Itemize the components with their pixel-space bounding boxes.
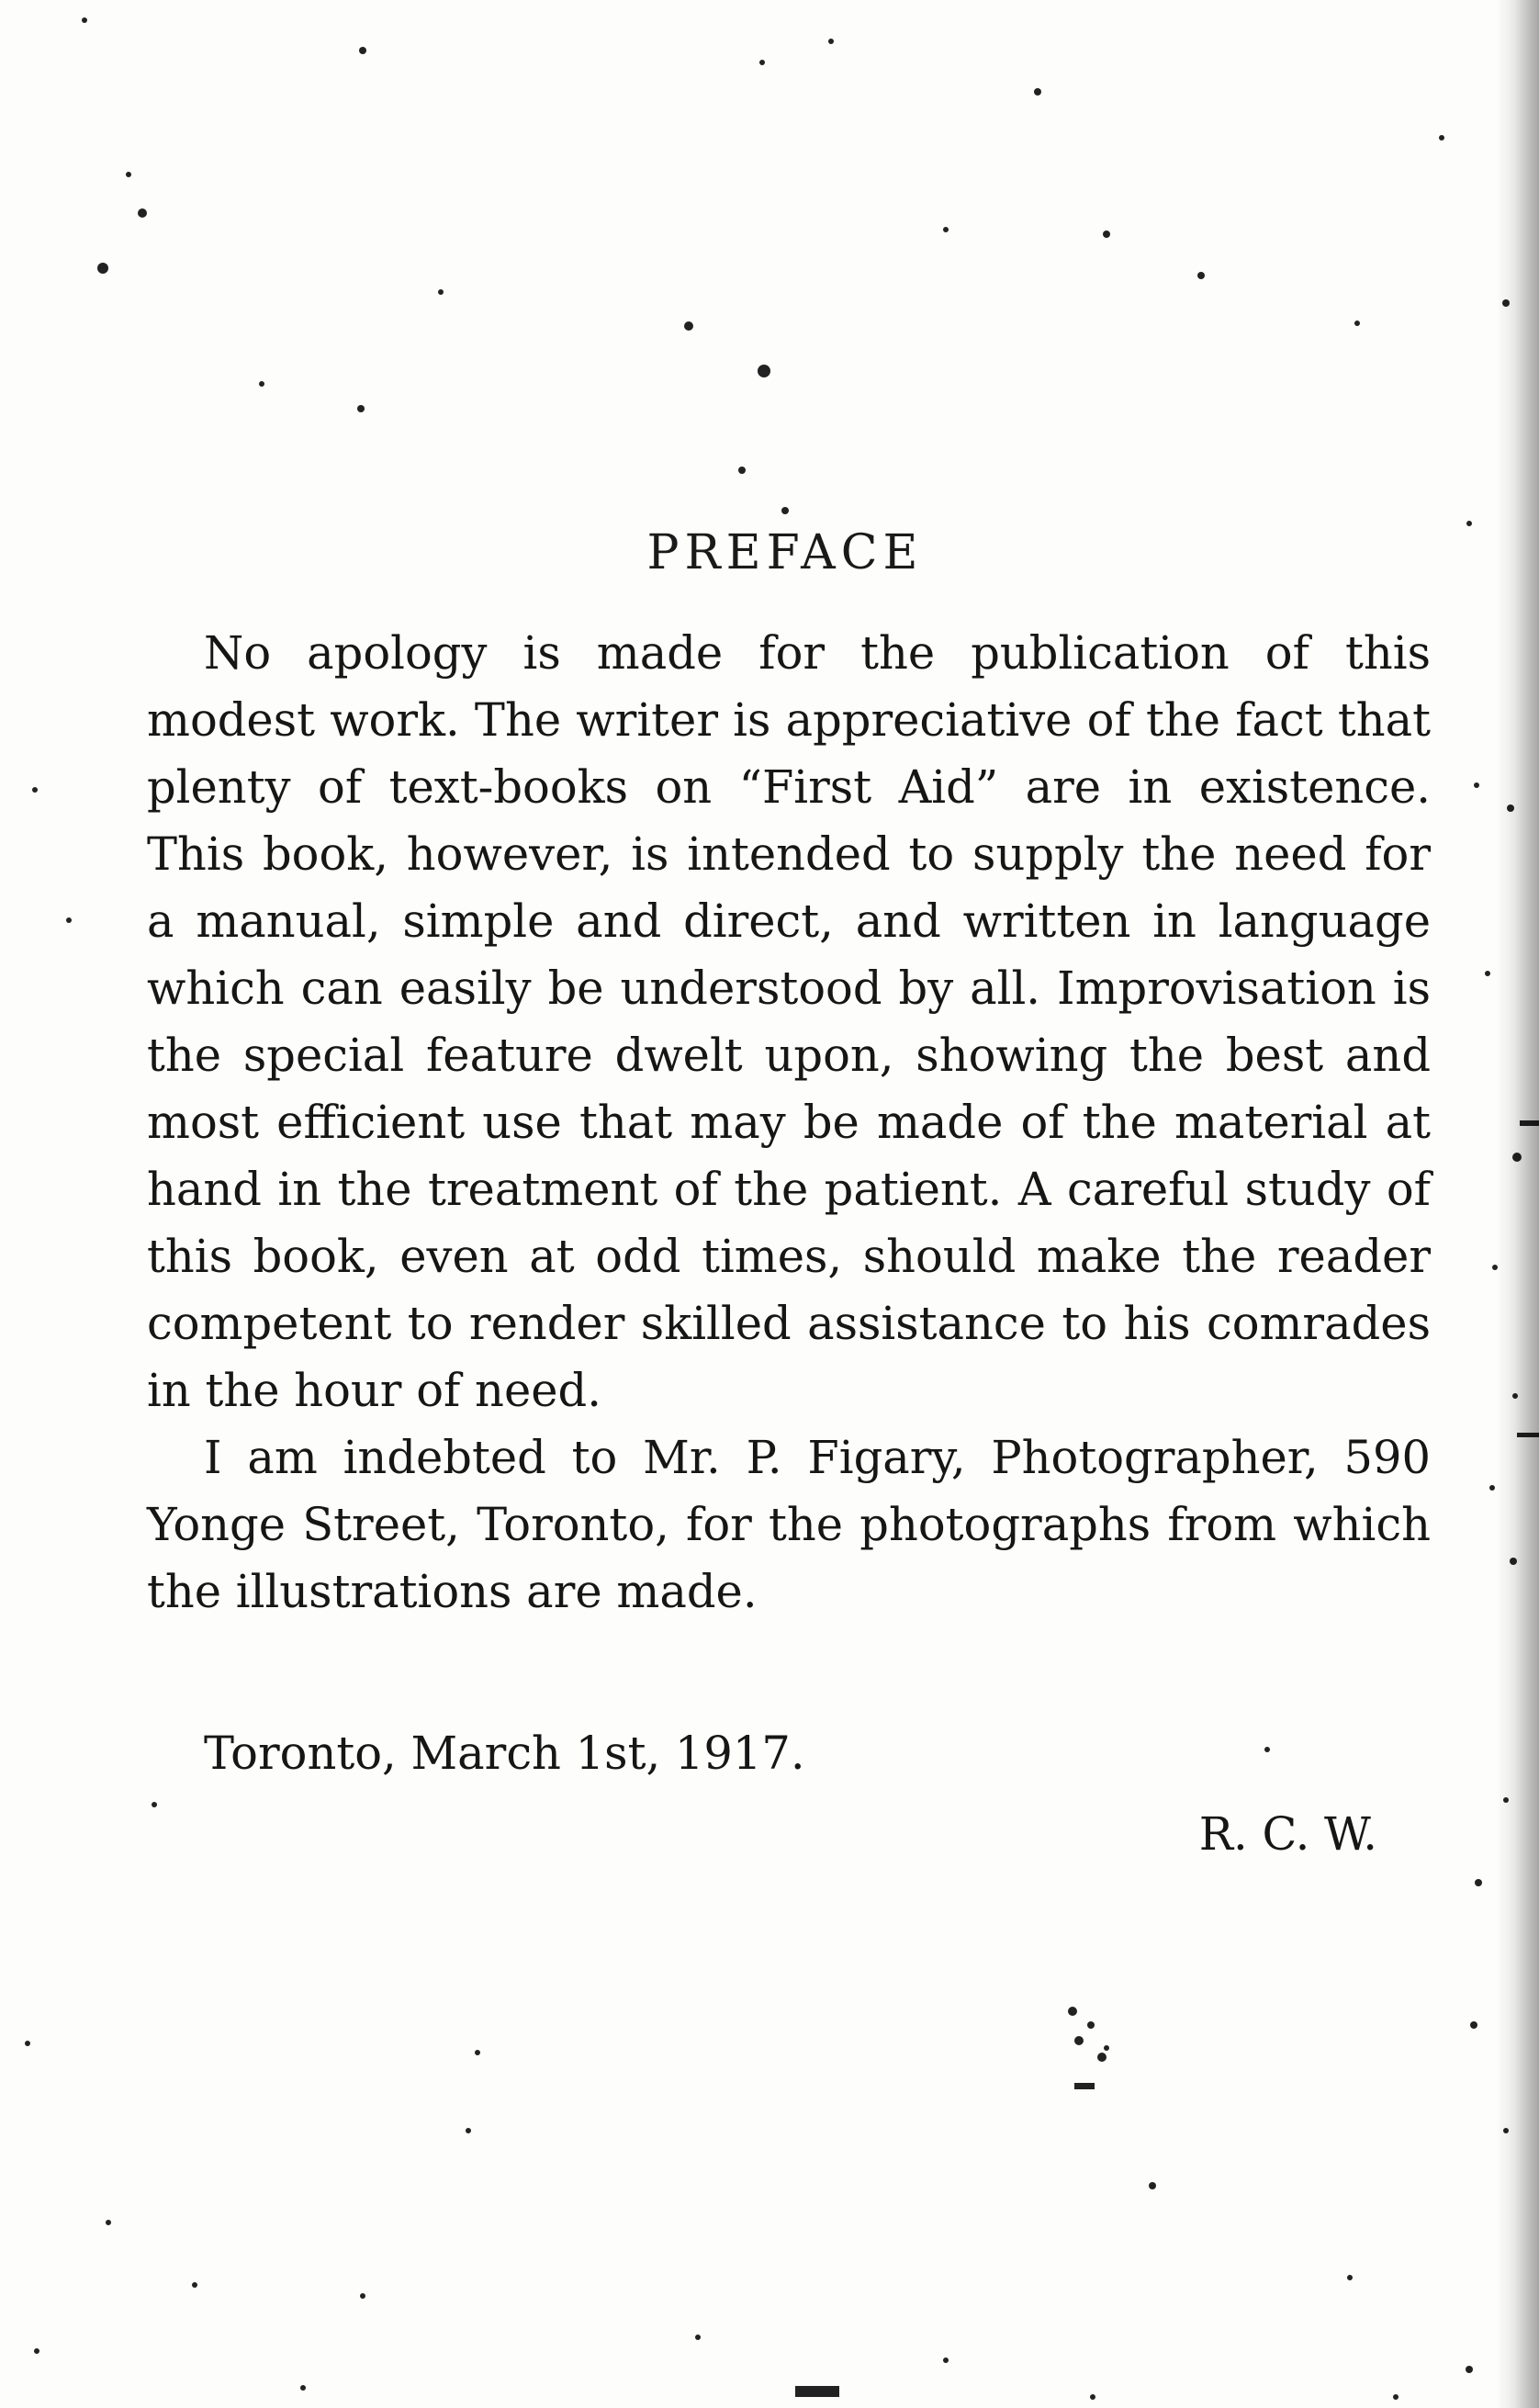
place-date-line: Toronto, March 1st, 1917. — [204, 1727, 805, 1780]
page-edge-shadow — [1497, 0, 1539, 2408]
paragraph-acknowledgement: I am indebted to Mr. P. Figary, Photographer, 590 Yonge Street, Toronto, for the photographs from which the illustrations are made. — [147, 1431, 1431, 1618]
preface-body — [147, 620, 1431, 1626]
paragraph-intro: No apology is made for the publication of this modest work. The writer is appreciative of the fact that plenty of text-books on “First Aid” are in existence. This book, however, is intended to supply the need for a manual, simple and direct, and written in language which can easily be understood by all. Improvisation is the special feature dwelt upon, showing the best and most efficient use that may be made of the material at hand in the treatment of the patient. A careful study of this book, even at odd times, should make the reader competent to render skilled assistance to his comrades in the hour of need. — [147, 626, 1431, 1417]
page-title: PREFACE — [646, 525, 924, 580]
author-initials: R. C. W. — [1198, 1807, 1377, 1861]
